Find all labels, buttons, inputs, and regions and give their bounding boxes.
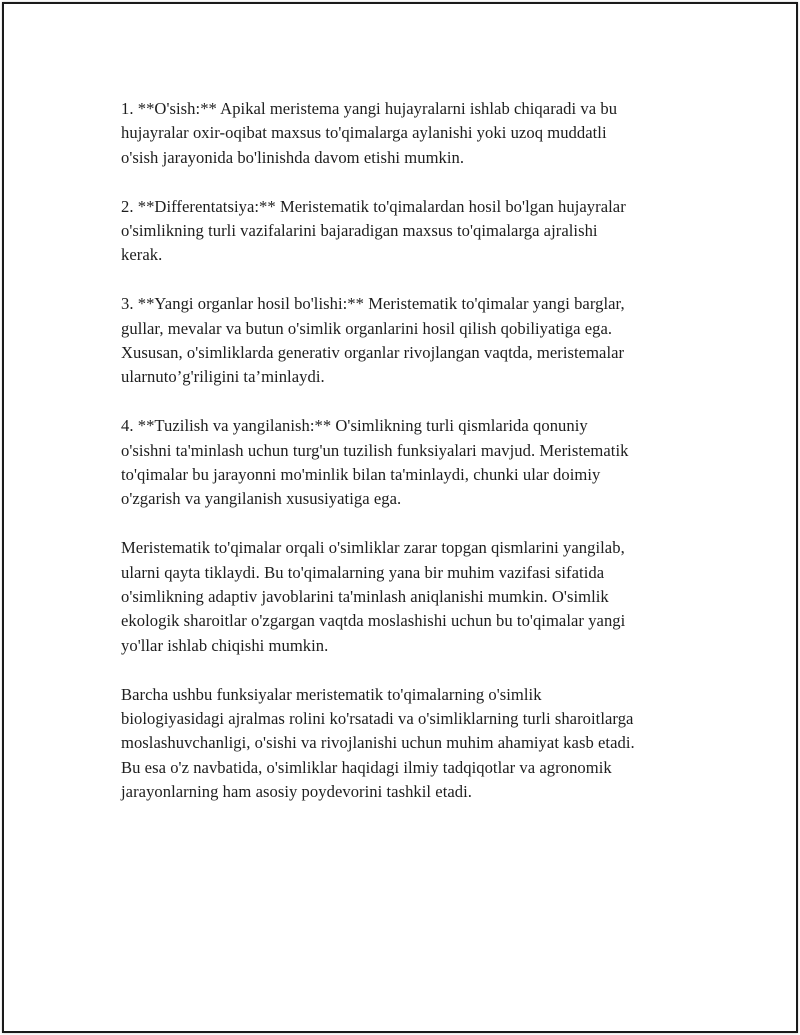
text-line: o'sishni ta'minlash uchun turg'un tuzilish funksiyalari mavjud. Meristematik <box>121 440 629 460</box>
paragraph-differentiation <box>121 195 696 268</box>
text-line: hujayralar oxir-oqibat maxsus to'qimalarga aylanishi yoki uzoq muddatli <box>121 123 607 143</box>
text-line: kerak. <box>121 245 163 265</box>
text-line: Meristematik to'qimalar orqali o'simliklar zarar topgan qismlarini yangilab, <box>121 538 625 558</box>
paragraph-new-organs <box>121 292 696 390</box>
text-line: 1. **O'sish:** Apikal meristema yangi hujayralarni ishlab chiqaradi va bu <box>121 99 618 118</box>
paragraph-conclusion <box>121 683 696 805</box>
text-line: 2. **Differentatsiya:** Meristematik to'qimalardan hosil bo'lgan hujayralar <box>121 196 626 216</box>
paragraph-growth <box>121 97 696 170</box>
text-line: 4. **Tuzilish va yangilanish:** O'simlikning turli qismlarida qonuniy <box>121 416 588 436</box>
text-line: ularni qayta tiklaydi. Bu to'qimalarning yana bir muhim vazifasi sifatida <box>121 562 605 582</box>
text-line: Xususan, o'simliklarda generativ organlar rivojlangan vaqtda, meristemalar <box>121 343 625 363</box>
paragraph-regeneration <box>121 536 696 658</box>
paragraph-structure-renewal <box>121 414 696 512</box>
page-frame <box>2 2 798 1033</box>
text-line: o'simlikning turli vazifalarini bajaradigan maxsus to'qimalarga ajralishi <box>121 221 598 241</box>
text-line: yo'llar ishlab chiqishi mumkin. <box>121 635 329 655</box>
document-body <box>121 97 696 829</box>
text-line: to'qimalar bu jarayonni mo'minlik bilan ta'minlaydi, chunki ular doimiy <box>121 465 601 485</box>
text-line: o'zgarish va yangilanish xususiyatiga ega. <box>121 489 402 509</box>
text-line: Bu esa o'z navbatida, o'simliklar haqidagi ilmiy tadqiqotlar va agronomik <box>121 757 612 777</box>
text-line: gullar, mevalar va butun o'simlik organlarini hosil qilish qobiliyatiga ega. <box>121 318 613 338</box>
text-line: o'simlikning adaptiv javoblarini ta'minlash aniqlanishi mumkin. O'simlik <box>121 587 609 607</box>
text-line: Barcha ushbu funksiyalar meristematik to'qimalarning o'simlik <box>121 684 542 704</box>
text-line: moslashuvchanligi, o'sishi va rivojlanishi uchun muhim ahamiyat kasb etadi. <box>121 733 635 753</box>
text-line: 3. **Yangi organlar hosil bo'lishi:** Meristematik to'qimalar yangi barglar, <box>121 294 625 314</box>
text-line: ekologik sharoitlar o'zgargan vaqtda moslashishi uchun bu to'qimalar yangi <box>121 611 626 631</box>
text-line: biologiyasidagi ajralmas rolini ko'rsatadi va o'simliklarning turli sharoitlarga <box>121 709 634 729</box>
text-line: jarayonlarning ham asosiy poydevorini tashkil etadi. <box>121 782 472 802</box>
text-line: ularnuto’g'riligini ta’minlaydi. <box>121 367 325 387</box>
text-line: o'sish jarayonida bo'linishda davom etishi mumkin. <box>121 147 465 167</box>
